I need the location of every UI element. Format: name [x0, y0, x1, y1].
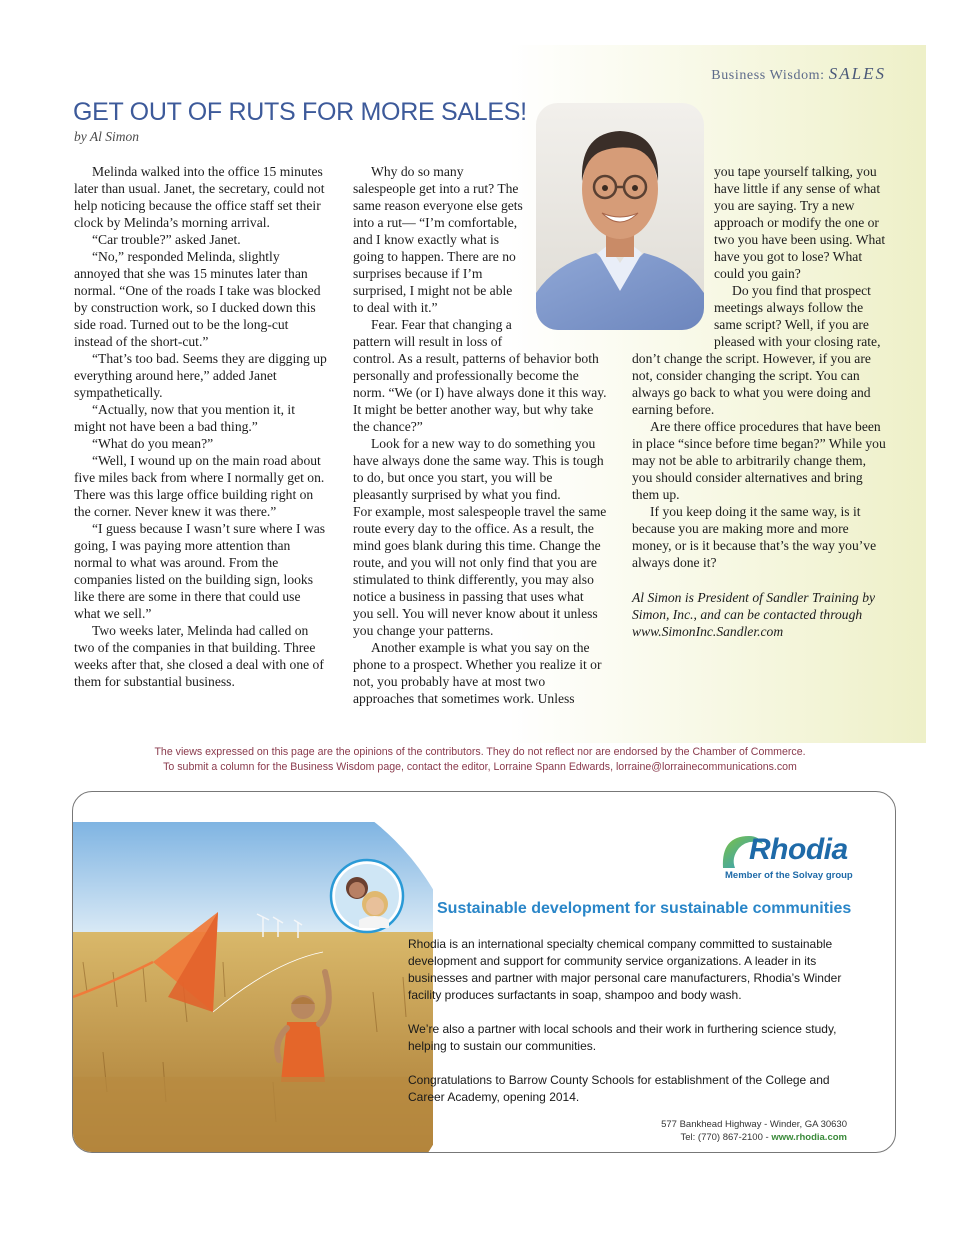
paragraph: Why do so many salespeople get into a rut? The same reason everyone else gets into a rut— “I’m comfortable, and I know exactly what is going to happen. There are no surprises because if I’m surprised, I might not be able to deal with it.” [353, 164, 523, 315]
paragraph: “Car trouble?” asked Janet. [92, 232, 241, 247]
paragraph: Melinda walked into the office 15 minutes later than usual. Janet, the secretary, could not help noticing because the office staff set their clock by Melinda’s morning arrival. [74, 164, 325, 230]
paragraph: Do you find that prospect meetings always follow the same script? Well, if you are pleased with your closing rate, don’t change the script. However, if you are not, consider changing the script. You can always go back to what you were doing and earning before. [632, 283, 881, 417]
ad-phone-line [661, 1131, 847, 1144]
paragraph: “Well, I wound up on the main road about five miles back from where I normally get on. There was this large office building right on the corner. Never knew it was there.” [74, 453, 325, 519]
author-bio: Al Simon is President of Sandler Training by Simon, Inc., and can be contacted through www.SimonInc.Sandler.com [632, 590, 876, 639]
paragraph: “Actually, now that you mention it, it might not have been a bad thing.” [74, 402, 295, 434]
paragraph: If you keep doing it the same way, is it because you are making more and more money, or is it because that’s the way you’ve always done it? [632, 504, 877, 570]
author-portrait-icon [536, 103, 704, 330]
section-prefix: Business Wisdom: [711, 68, 825, 83]
disclaimer-line-1: The views expressed on this page are the opinions of the contributors. They do not reflect nor are endorsed by the Chamber of Commerce. [154, 746, 806, 758]
children-portrait-icon [329, 858, 405, 934]
paragraph: “No,” responded Melinda, slightly annoyed that she was 15 minutes later than normal. “One of the roads I take was blocked by construction work, so I ducked down this side road. Turned out to be the long-cut instead of the short-cut.” [74, 249, 321, 349]
logo-wordmark: Rhodia [749, 833, 848, 866]
paragraph: Fear. Fear that changing a pattern will result in loss of control. As a result, patterns of behavior both personally and professionally become the norm. “We (or I) have always done it this way. It might be better another way, but why take the chance?” [353, 317, 607, 434]
ad-phone: Tel: (770) 867-2100 - [680, 1132, 772, 1143]
rhodia-advertisement [72, 791, 896, 1153]
paragraph: “What do you mean?” [92, 436, 214, 451]
wheat-field-kite-scene-icon [73, 792, 433, 1152]
section-name: SALES [828, 64, 886, 83]
article-column-1 [74, 163, 328, 690]
paragraph: Look for a new way to do something you have always done the same way. This is tough to do, but once you start, you will be pleasantly surprised by what you find. [353, 436, 604, 502]
ad-paragraph: We’re also a partner with local schools and their work in furthering science study, helping to sustain our communities. [408, 1022, 837, 1053]
paragraph: “I guess because I wasn’t sure where I was going, I was paying more attention than normal to what was around. From the companies listed on the building sign, looks like there are some in there that could use what we sell.” [74, 521, 326, 621]
ad-address: 577 Bankhead Highway - Winder, GA 30630 [661, 1119, 847, 1130]
paragraph: you tape yourself talking, you have little if any sense of what you are saying. Try a new approach or modify the one or two you have been using. What have you got to lose? What could you gain? [714, 164, 886, 281]
paragraph: For example, most salespeople travel the same route every day to the office. As a result, the mind goes blank during this time. Change the route, and you will not only find that you are stimulated to think differently, you may also notice a business in passing that uses what you sell. You will never know about it unless you change your patterns. [353, 504, 607, 638]
ad-headline: Sustainable development for sustainable communities [437, 900, 852, 917]
author-photo [536, 103, 704, 330]
article-title: GET OUT OF RUTS FOR MORE SALES! [73, 98, 527, 126]
paragraph: Another example is what you say on the phone to a prospect. Whether you realize it or not, you probably have at most two approaches that sometimes work. Unless [353, 640, 602, 706]
section-label [711, 64, 886, 84]
ad-website-link[interactable]: www.rhodia.com [771, 1132, 847, 1143]
ad-paragraph: Congratulations to Barrow County Schools for establishment of the College and Career Academy, opening 2014. [408, 1073, 830, 1104]
paragraph: Are there office procedures that have been in place “since before time began?” While you may not be able to arbitrarily change them, you should consider alternatives and bring them up. [632, 419, 886, 502]
paragraph: “That’s too bad. Seems they are digging up everything around here,” added Janet sympathetically. [74, 351, 327, 400]
article-byline: by Al Simon [74, 129, 139, 144]
logo-tagline: Member of the Solvay group [725, 870, 853, 881]
ad-body [408, 936, 858, 1123]
ad-paragraph: Rhodia is an international specialty chemical company committed to sustainable development and support for community service organizations. A leader in its businesses and partner with major personal care manufacturers, Rhodia’s Winder facility produces surfactants in soap, shampoo and body wash. [408, 937, 842, 1002]
paragraph: Two weeks later, Melinda had called on two of the companies in that building. Three weeks after that, she closed a deal with one of them for substantial business. [74, 623, 324, 689]
disclaimer-line-2: To submit a column for the Business Wisdom page, contact the editor, Lorraine Spann Edwards, lorraine@lorrainecommunications.com [163, 761, 797, 773]
ad-contact [661, 1118, 847, 1144]
